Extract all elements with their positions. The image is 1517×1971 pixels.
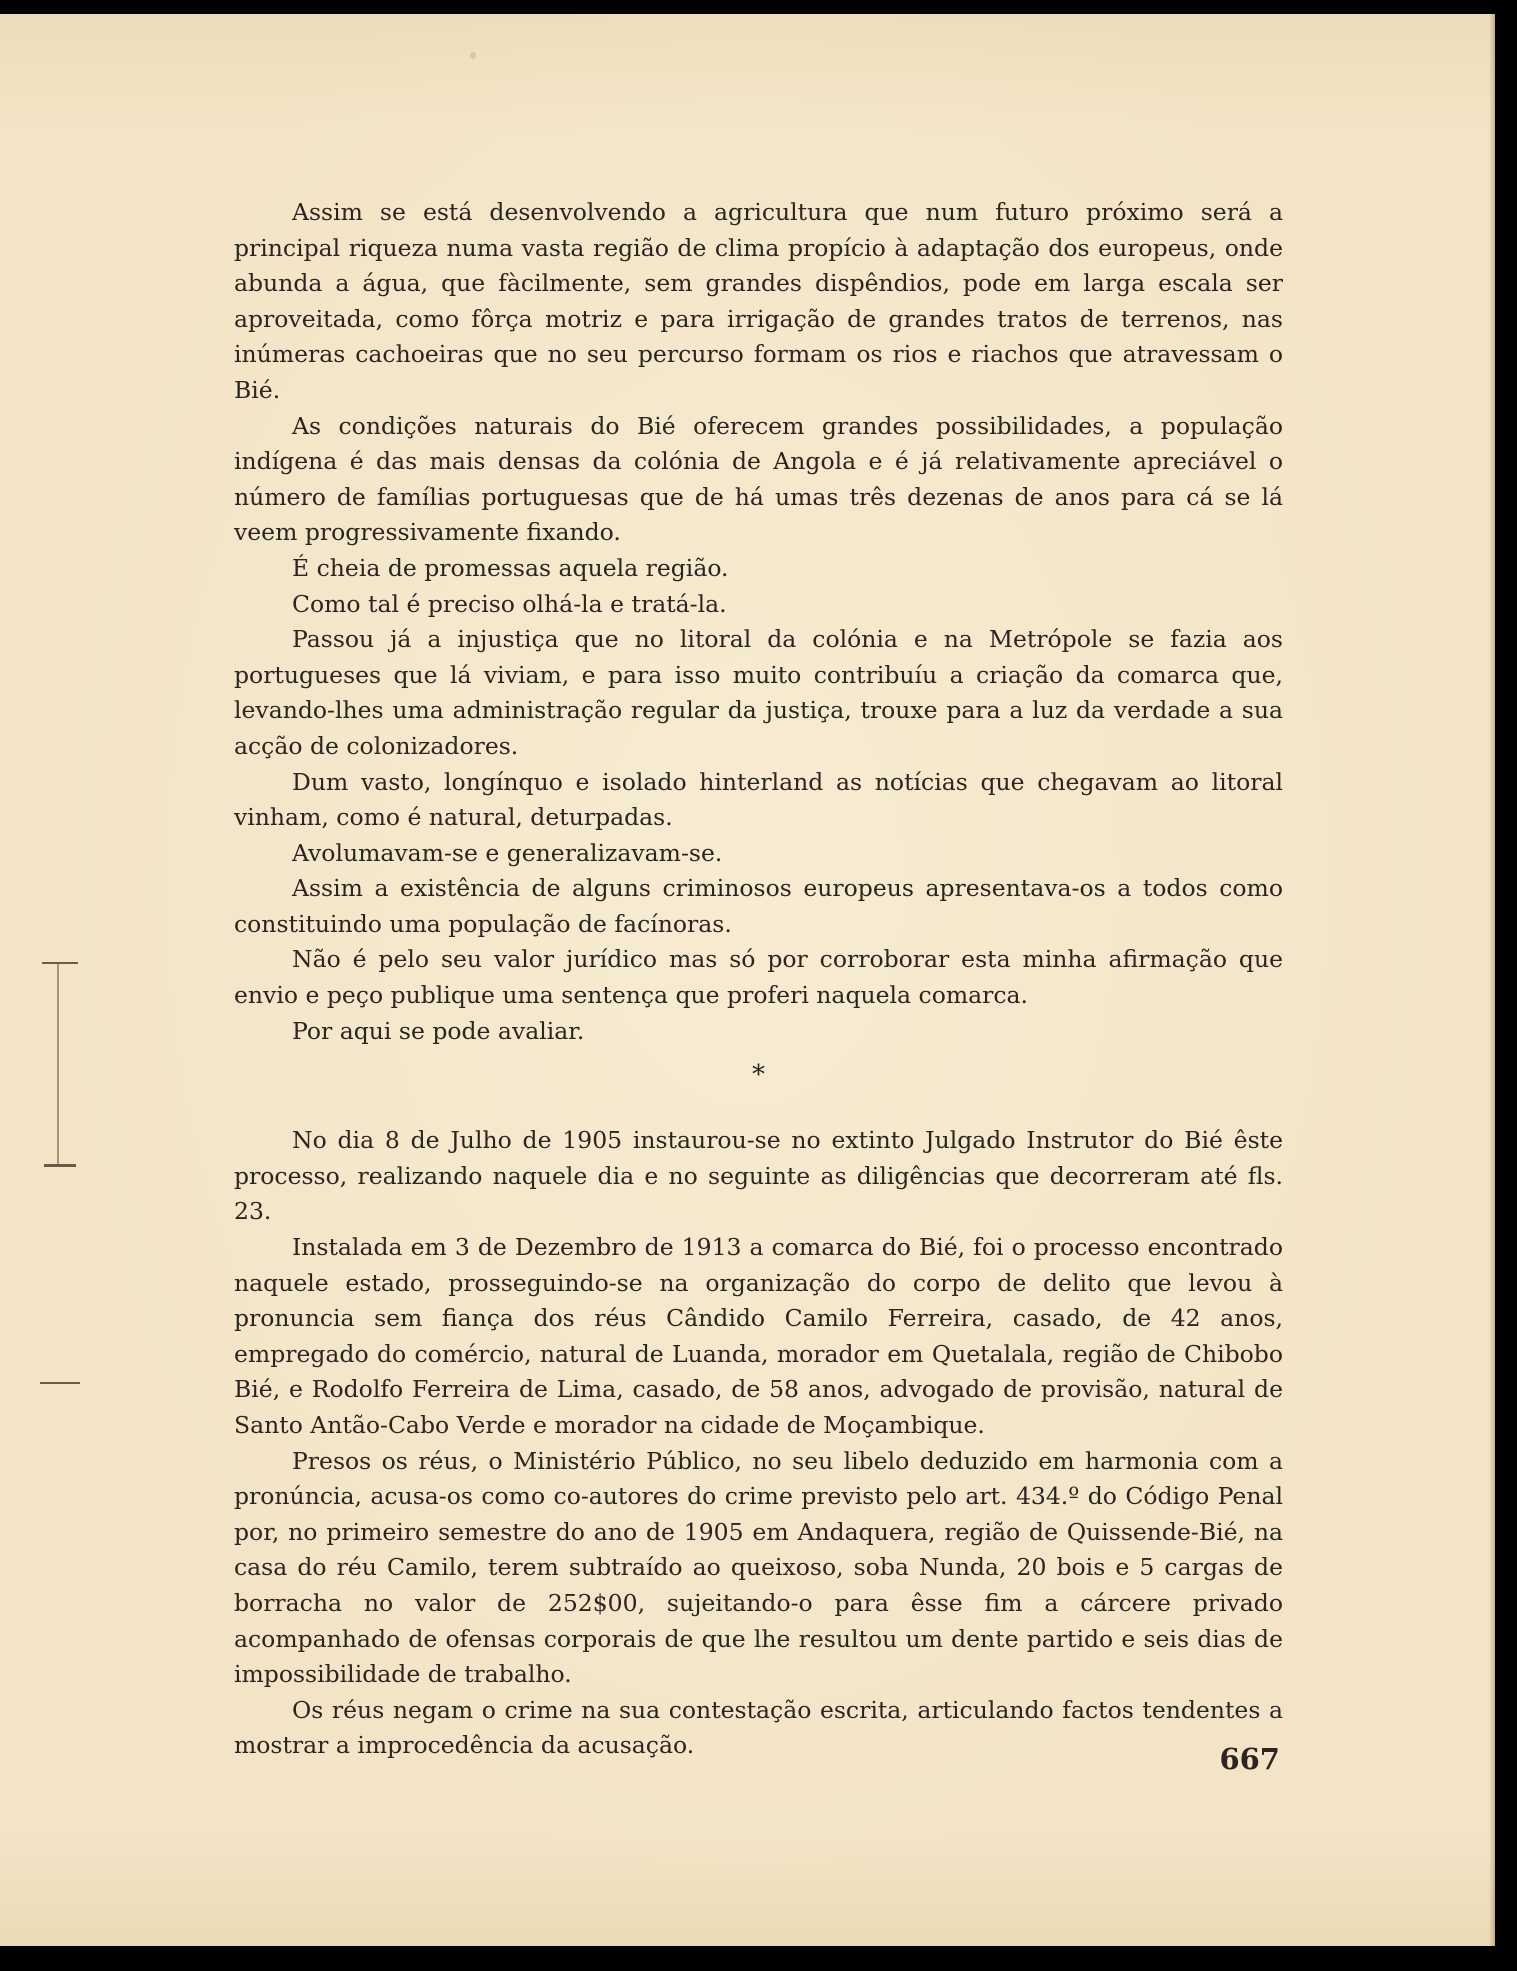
page-number: 667 xyxy=(1219,1742,1280,1776)
paper-edge-shadow xyxy=(1489,14,1495,1946)
paragraph: Por aqui se pode avaliar. xyxy=(292,1016,585,1045)
paragraph: Assim se está desenvolvendo a agricultura que num futuro próximo será a principal riqueza numa vasta região de clima propício à adaptação dos europeus, onde abunda a água, que fàcilmente, sem grandes dispêndios, pode em larga escala ser aproveitada, como fôrça motriz e para irrigação de grandes tratos de terrenos, nas inúmeras cachoeiras que no seu percurso formam os rios e riachos que atravessam o Bié. xyxy=(234,198,1283,404)
binding-thread xyxy=(57,964,59,1164)
paragraph: É cheia de promessas aquela região. xyxy=(292,553,729,582)
paragraph: Assim a existência de alguns criminosos europeus apresentava-os a todos como constituindo uma população de facínoras. xyxy=(234,874,1283,938)
paragraph: Presos os réus, o Ministério Público, no seu libelo deduzido em harmonia com a pronúncia, acusa-os como co-autores do crime previsto pelo art. 434.º do Código Penal por, no primeiro semestre do ano de 1905 em Andaquera, região de Quissende-Bié, na casa do réu Camilo, terem subtraído ao queixoso, soba Nunda, 20 bois e 5 cargas de borracha no valor de 252$00, sujeitando-o para êsse fim a cárcere privado acompanhado de ofensas corporais de que lhe resultou um dente partido e seis dias de impossibilidade de trabalho. xyxy=(234,1446,1283,1689)
binding-mark-middle xyxy=(44,1164,76,1167)
paragraph: Os réus negam o crime na sua contestação escrita, articulando factos tendentes a mostrar a improcedência da acusação. xyxy=(234,1695,1283,1760)
section-separator: * xyxy=(752,1060,765,1091)
paragraph: Dum vasto, longínquo e isolado hinterland as notícias que chegavam ao litoral vinham, como é natural, deturpadas. xyxy=(234,767,1283,832)
paragraph: Não é pelo seu valor jurídico mas só por corroborar esta minha afirmação que envio e peço publique uma sentença que proferi naquela comarca. xyxy=(234,945,1283,1010)
paper-stain xyxy=(470,52,476,59)
paragraph: Passou já a injustiça que no litoral da colónia e na Metrópole se fazia aos portugueses que lá viviam, e para isso muito contribuíu a criação da comarca que, levando-lhes uma administração regular da justiça, trouxe para a luz da verdade a sua acção de colonizadores. xyxy=(234,625,1283,760)
paragraph: Avolumavam-se e generalizavam-se. xyxy=(292,838,723,867)
binding-mark-bottom xyxy=(40,1382,80,1384)
paragraph: Instalada em 3 de Dezembro de 1913 a comarca do Bié, foi o processo encontrado naquele estado, prosseguindo-se na organização do corpo de delito que levou à pronuncia sem fiança dos réus Cândido Camilo Ferreira, casado, de 42 anos, empregado do comércio, natural de Luanda, morador em Quetalala, região de Chibobo Bié, e Rodolfo Ferreira de Lima, casado, de 58 anos, advogado de provisão, natural de Santo Antão-Cabo Verde e morador na cidade de Moçambique. xyxy=(234,1233,1283,1439)
paper-sheet xyxy=(0,14,1495,1946)
paragraph: Como tal é preciso olhá-la e tratá-la. xyxy=(292,589,727,618)
paragraph: No dia 8 de Julho de 1905 instaurou-se no extinto Julgado Instrutor do Bié êste processo, realizando naquele dia e no seguinte as diligências que decorreram até fls. 23. xyxy=(234,1126,1283,1226)
page-body xyxy=(234,195,1283,1764)
paragraph: As condições naturais do Bié oferecem grandes possibilidades, a população indígena é das mais densas da colónia de Angola e é já relativamente apreciável o número de famílias portuguesas que de há umas três dezenas de anos para cá se lá veem progressivamente fixando. xyxy=(234,411,1283,547)
binding-mark-top xyxy=(42,962,78,964)
